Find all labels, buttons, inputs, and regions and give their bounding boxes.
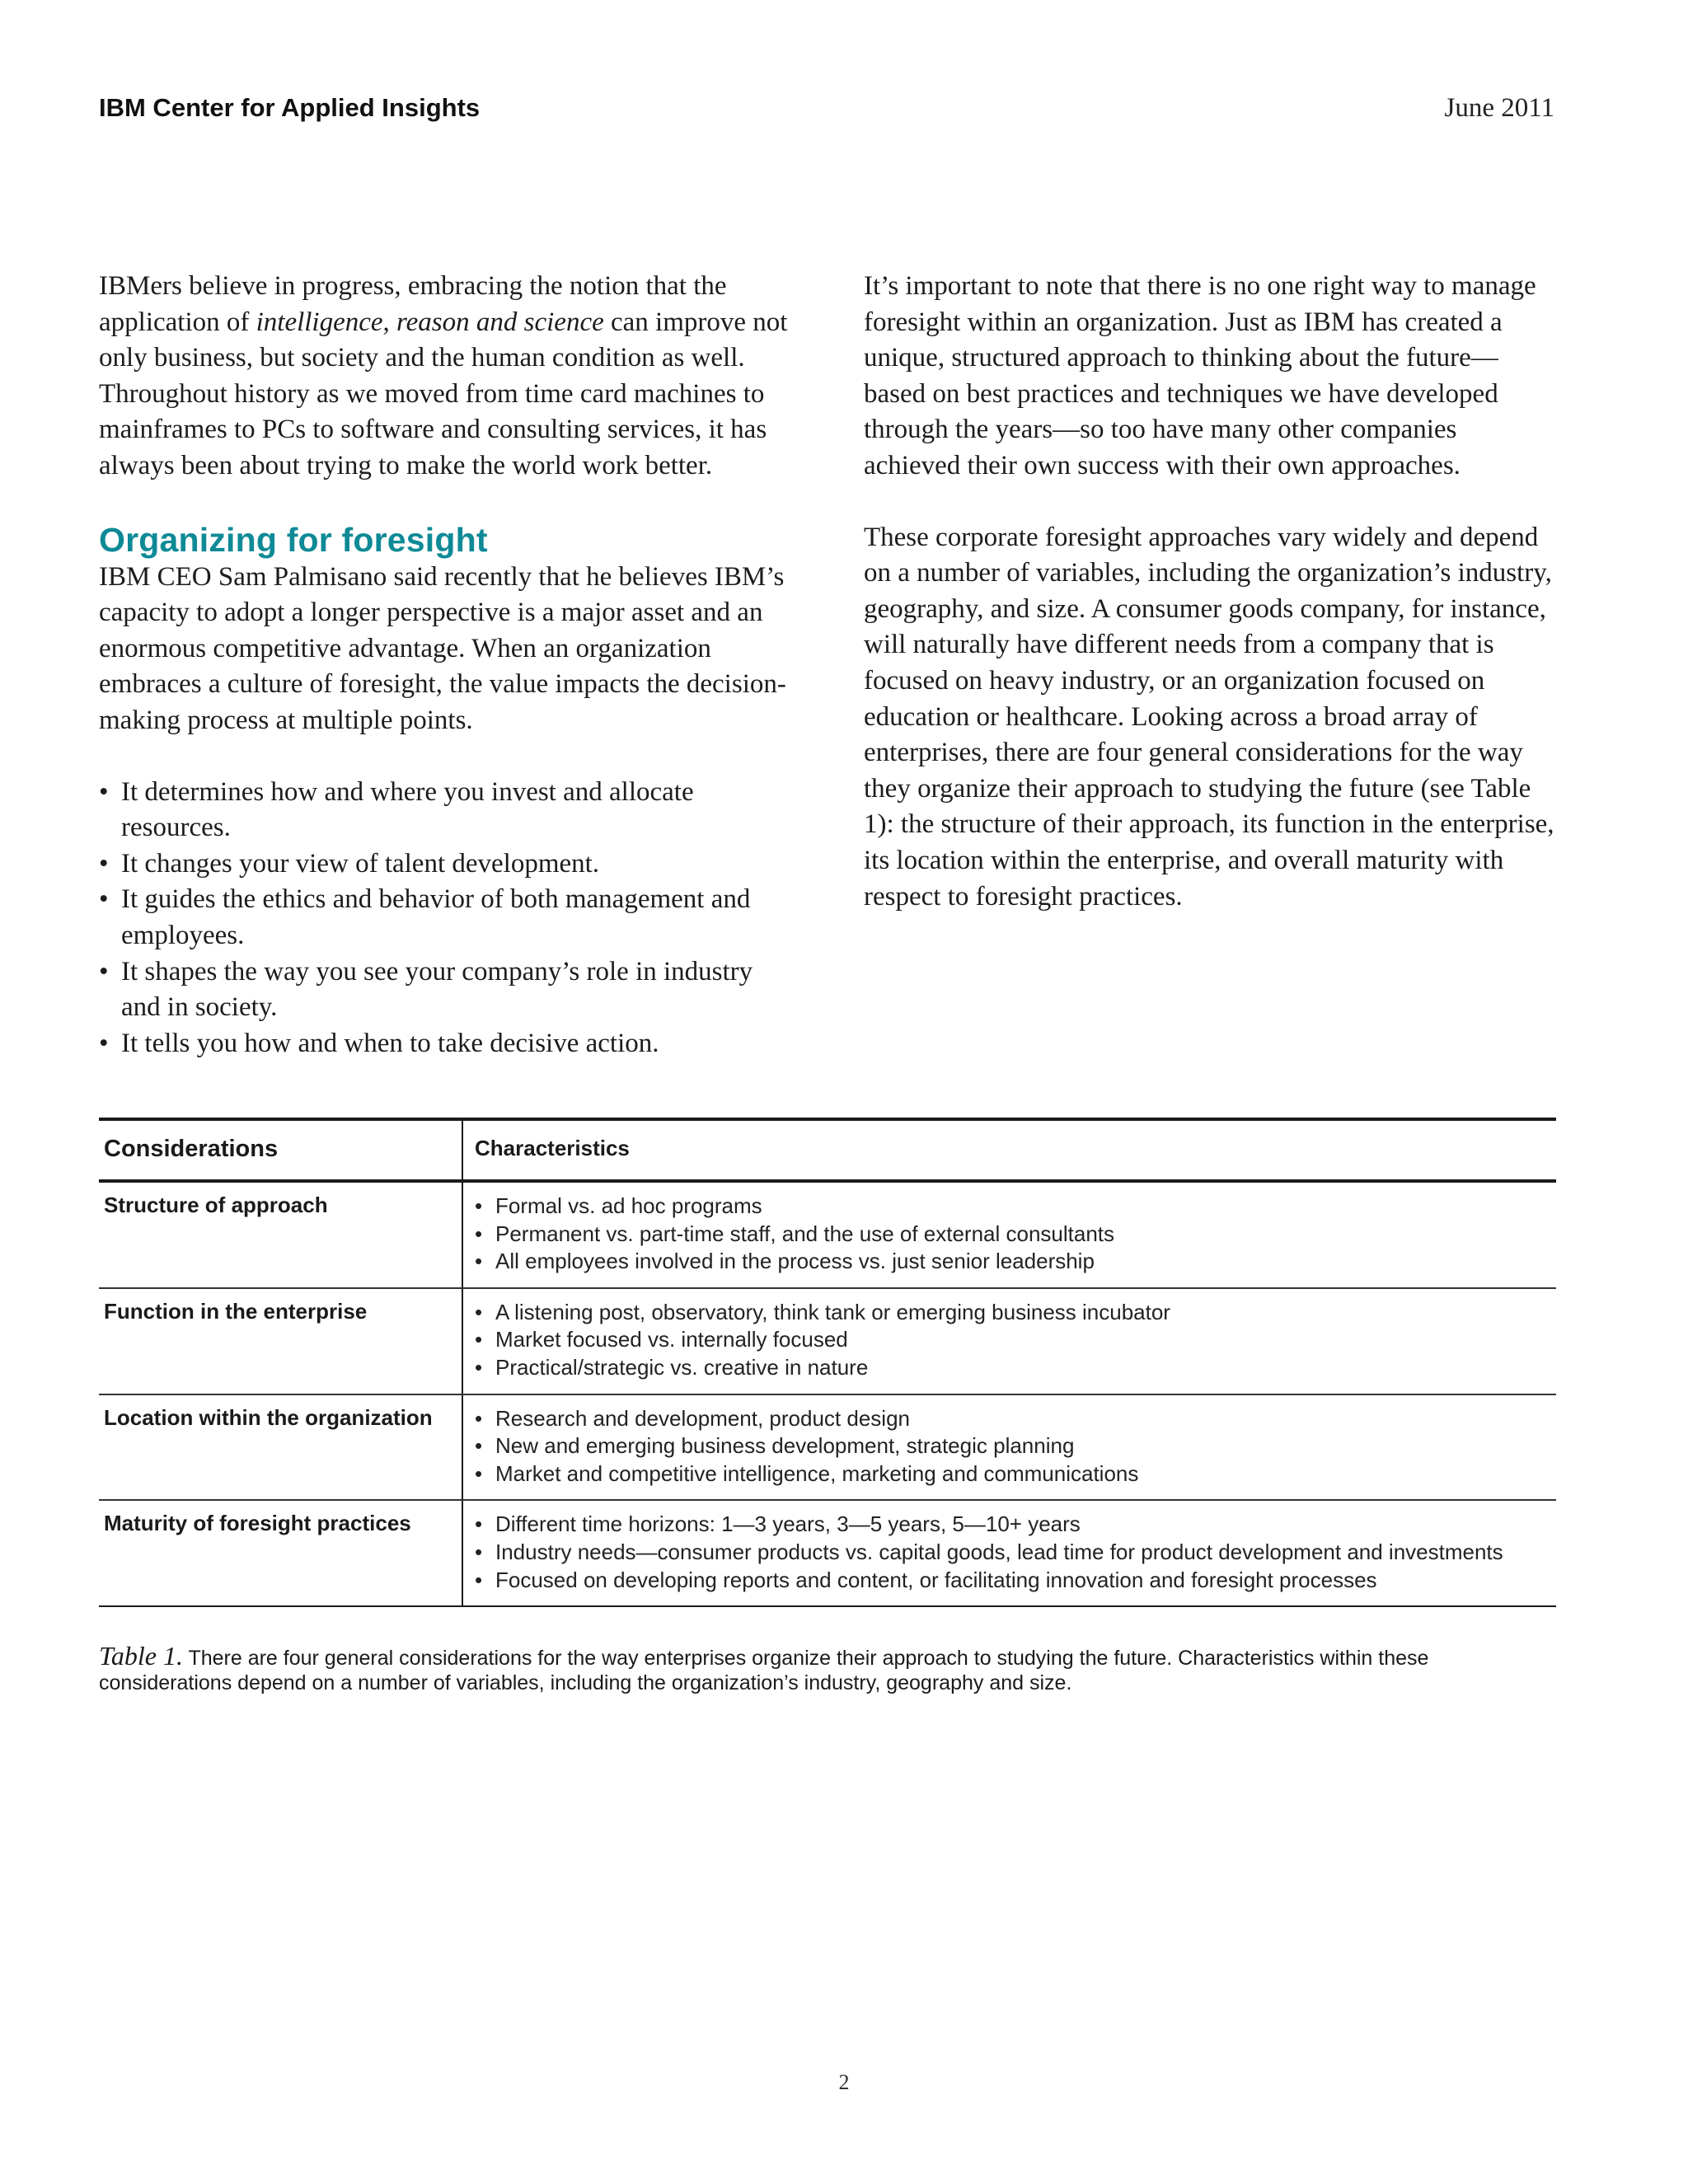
table-row — [99, 1288, 1556, 1394]
considerations-table-wrapper — [99, 1118, 1556, 1607]
table-row — [99, 1394, 1556, 1501]
characteristics-cell — [462, 1288, 1556, 1394]
column-header-characteristics: Characteristics — [462, 1119, 1556, 1181]
list-item: • Different time horizons: 1—3 years, 3—5 years, 5—10+ years — [475, 1511, 1551, 1539]
characteristics-cell — [462, 1181, 1556, 1288]
characteristics-cell — [462, 1394, 1556, 1501]
list-item: • New and emerging business development, strategic planning — [475, 1432, 1551, 1460]
foresight-bullet-list — [99, 775, 791, 1062]
list-item: • It determines how and where you invest and allocate resources. — [99, 775, 791, 846]
list-item: • Focused on developing reports and content, or facilitating innovation and foresight processes — [475, 1567, 1551, 1595]
consideration-cell: Location within the organization — [99, 1394, 462, 1501]
intro-text-end: can improve not only business, but society and the human condition as well. Throughout history as we moved from time card machines to mainframes to PCs to software and consulting services, it has always been about trying to make the world work better. — [99, 307, 788, 480]
column-header-considerations: Considerations — [99, 1119, 462, 1181]
variables-paragraph: These corporate foresight approaches vary widely and depend on a number of variables, including the organization’s industry, geography, and size. A consumer goods company, for instance, will naturally have different needs from a company that is focused on heavy industry, or an organization focused on education or healthcare. Looking across a broad array of enterprises, there are four general considerations for the way they organize their approach to studying the future (see Table 1): the structure of their approach, its function in the enterprise, its location within the enterprise, and overall maturity with respect to foresight practices. — [864, 522, 1554, 912]
table-row — [99, 1500, 1556, 1606]
list-item: • Formal vs. ad hoc programs — [475, 1193, 1551, 1221]
list-item: • Industry needs—consumer products vs. capital goods, lead time for product development and investments — [475, 1539, 1551, 1567]
table-caption — [99, 1643, 1556, 1695]
intro-emphasis-intelligence: intelligence — [256, 307, 383, 337]
caption-label: Table 1. — [99, 1641, 183, 1671]
considerations-table — [99, 1118, 1556, 1607]
list-item: • Market focused vs. internally focused — [475, 1326, 1551, 1354]
intro-paragraph — [99, 269, 791, 485]
caption-text: There are four general considerations for the way enterprises organize their approach to studying the future. Characteristics within these considerations depend on a number of variables, including the organization’s industry, geography and size. — [99, 1647, 1429, 1694]
list-item: • Permanent vs. part-time staff, and the use of external consultants — [475, 1221, 1551, 1249]
publication-date: June 2011 — [1444, 93, 1554, 123]
table-header-row — [99, 1119, 1556, 1181]
consideration-cell: Structure of approach — [99, 1181, 462, 1288]
list-item: • It guides the ethics and behavior of both management and employees. — [99, 882, 791, 954]
intro-separator: , — [382, 307, 397, 337]
list-item: • All employees involved in the process vs. just senior leadership — [475, 1248, 1551, 1276]
list-item: • It shapes the way you see your company’s role in industry and in society. — [99, 954, 791, 1026]
page-number: 2 — [838, 2070, 850, 2094]
right-column — [864, 269, 1556, 915]
consideration-cell: Maturity of foresight practices — [99, 1500, 462, 1606]
characteristics-cell — [462, 1500, 1556, 1606]
list-item: • Market and competitive intelligence, marketing and communications — [475, 1460, 1551, 1488]
list-item: • Research and development, product design — [475, 1405, 1551, 1433]
intro-text-start: IBMers believe in progress, embracing the notion that the application of — [99, 271, 727, 337]
consideration-cell: Function in the enterprise — [99, 1288, 462, 1394]
intro-emphasis-reason-science: reason and science — [396, 307, 604, 337]
list-item: • It tells you how and when to take decisive action. — [99, 1026, 791, 1062]
list-item: • Practical/strategic vs. creative in nature — [475, 1354, 1551, 1382]
publisher-title: IBM Center for Applied Insights — [99, 93, 481, 122]
left-column — [99, 269, 791, 1062]
section-heading: Organizing for foresight — [99, 520, 488, 559]
foresight-paragraph: IBM CEO Sam Palmisano said recently that he believes IBM’s capacity to adopt a longer perspective is a major asset and an enormous competitive advantage. When an organization embraces a culture of foresight, the value impacts the decision-making process at multiple points. — [99, 561, 786, 735]
approach-paragraph: It’s important to note that there is no one right way to manage foresight within an organization. Just as IBM has created a unique, structured approach to thinking about the future—based on best practices and techniques we have developed through the years—so too have many other companies achieved their own success with their own approaches. — [864, 271, 1536, 480]
list-item: • It changes your view of talent development. — [99, 846, 791, 883]
table-row — [99, 1181, 1556, 1288]
list-item: • A listening post, observatory, think tank or emerging business incubator — [475, 1299, 1551, 1327]
